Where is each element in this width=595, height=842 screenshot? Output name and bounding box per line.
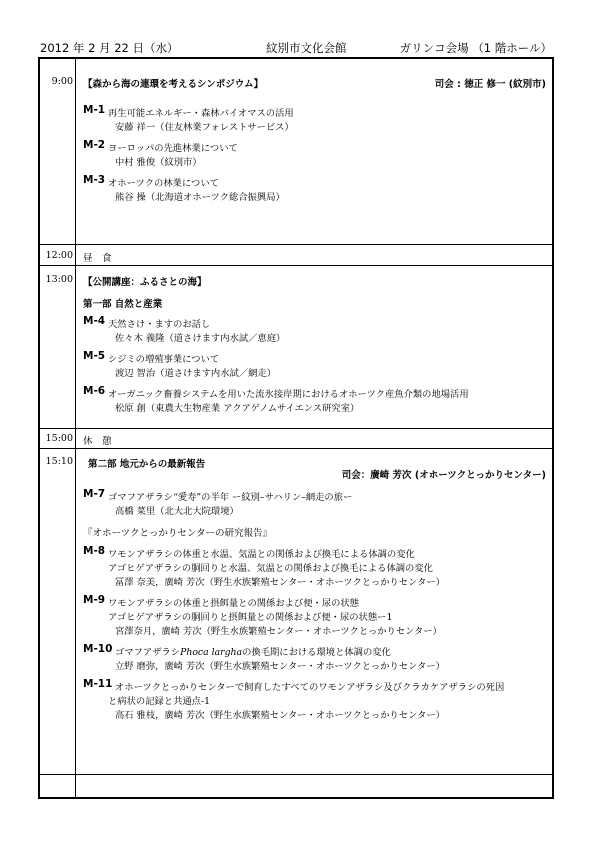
talk-code: M-9 — [83, 594, 106, 606]
talk-title: オホーツクとっかりセンターで飼育したすべてのワモンアザラシ及びクラカケアザラシの死因 — [115, 682, 505, 693]
talk-code: M-6 — [83, 385, 106, 397]
row-divider — [40, 428, 552, 429]
talk-title: 再生可能エネルギー・森林バイオマスの活用 — [108, 108, 294, 119]
talk-title: オホーツクの林業について — [108, 178, 219, 189]
time-lunch: 12:00 — [45, 250, 73, 261]
row-divider — [40, 774, 552, 775]
talk-code: M-10 — [83, 643, 113, 655]
time-break: 15:00 — [45, 433, 73, 444]
talk-title: オーガニック畜養システムを用いた流氷接岸期におけるオホーツク産魚介類の地場活用 — [108, 389, 469, 400]
research-report-note: 『オホーツクとっかりセンターの研究報告』 — [83, 528, 272, 539]
session-title-s1: 【森から海の連環を考えるシンポジウム】 — [83, 79, 264, 90]
time-s3: 15:10 — [45, 456, 73, 467]
talk-author: 佐々木 義隆（道さけます内水試／恵庭） — [115, 333, 286, 344]
session-title-s2: 【公開講座：ふるさとの海】 — [83, 277, 207, 288]
talk-author: 安藤 祥一（住友林業フォレストサービス） — [115, 122, 294, 133]
talk-author: 冨澤 奈美，廣崎 芳次（野生水族繁殖センター・オホーツクとっかりセンター） — [115, 577, 445, 588]
talk-code: M-7 — [83, 488, 106, 500]
talk-code: M-1 — [83, 104, 106, 116]
row-divider — [40, 244, 552, 245]
talk-subtitle: アゴヒゲアザラシの胴回りと水温、気温との関係および換毛による体調の変化 — [108, 563, 433, 574]
talk-title: シジミの増殖事業について — [108, 354, 220, 365]
session-chair-s3: 司会：廣崎 芳次 (オホーツクとっかりセンター) — [341, 470, 546, 481]
talk-author: 高石 雅枝，廣崎 芳次（野生水族繁殖センター・オホーツクとっかりセンター） — [115, 710, 445, 721]
talk-title-part: の換毛期における環境と体調の変化 — [242, 647, 391, 658]
lunch-label: 昼 食 — [83, 253, 112, 264]
talk-title: ヨーロッパの先進林業について — [108, 143, 238, 154]
time-s2: 13:00 — [45, 274, 73, 285]
talk-author: 中村 雅俊（紋別市） — [115, 157, 202, 168]
time-s1: 9:00 — [51, 76, 73, 87]
talk-subtitle: と病状の記録と共通点-1 — [108, 696, 211, 707]
talk-title — [115, 644, 391, 658]
species-name: Phoca largha — [180, 647, 243, 658]
page-header — [38, 40, 558, 56]
talk-author: 高橋 菜里（北大北大院環境） — [115, 506, 239, 517]
talk-author: 渡辺 智治（道さけます内水試／網走） — [115, 368, 277, 379]
talk-title-part: ゴマフアザラシ — [115, 647, 181, 658]
talk-code: M-11 — [83, 678, 113, 690]
talk-title: ワモンアザラシの体重と摂餌量との関係および便・尿の状態 — [108, 598, 360, 609]
talk-code: M-3 — [83, 174, 106, 186]
talk-code: M-8 — [83, 545, 106, 557]
part-title-s3: 第二部 地元からの最新報告 — [88, 459, 206, 470]
talk-author: 立野 磨弥，廣崎 芳次（野生水族繁殖センター・オホーツクとっかりセンター） — [115, 661, 445, 672]
talk-subtitle: アゴヒゲアザラシの胴回りと摂餌量との関係および便・尿の状態ー1 — [108, 612, 393, 623]
talk-code: M-2 — [83, 139, 106, 151]
part-title-s2: 第一部 自然と産業 — [83, 299, 163, 310]
talk-title: ワモンアザラシの体重と水温、気温との関係および換毛による体調の変化 — [108, 549, 415, 560]
event-venue: 紋別市文化会館 — [266, 41, 347, 55]
session-chair-s1: 司会 : 徳正 修一 (紋別市) — [434, 79, 546, 90]
talk-title: ゴマフアザラシ“愛寿”の半年 ー紋別–サハリン–網走の旅ー — [108, 492, 353, 503]
row-divider — [40, 265, 552, 266]
event-hall: ガリンコ会場 （1 階ホール） — [399, 41, 552, 55]
talk-author: 宮澤奈月，廣崎 芳次（野生水族繁殖センター・オホーツクとっかりセンター） — [115, 626, 442, 637]
event-date: 2012 年 2 月 22 日（水） — [40, 41, 179, 55]
talk-author: 松原 創（東農大生物産業 アクアゲノムサイエンス研究室） — [115, 403, 360, 414]
talk-code: M-4 — [83, 315, 106, 327]
talk-code: M-5 — [83, 350, 106, 362]
row-divider — [40, 448, 552, 449]
talk-title: 天然さけ・ますのお話し — [108, 319, 211, 330]
talk-author: 熊谷 操（北海道オホーツク総合振興局） — [115, 192, 285, 203]
program-table — [38, 57, 554, 799]
break-label: 休 憩 — [83, 436, 112, 447]
